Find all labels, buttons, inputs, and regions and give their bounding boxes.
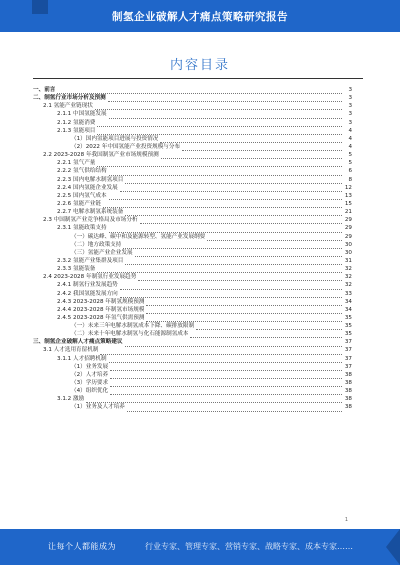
toc-entry-text: 2.4.1 制氢行业发展趋势 [57, 282, 118, 289]
toc-leader-dots [182, 143, 342, 151]
toc-entry-page: 29 [344, 233, 352, 240]
toc-leader-dots [135, 249, 342, 257]
toc-entry[interactable] [33, 143, 352, 151]
toc-leader-dots [110, 363, 342, 371]
toc-entry-text: 2.1.1 中国氢能发展 [57, 111, 107, 118]
toc-entry-text: 2.2.6 氢能产业链 [57, 200, 101, 207]
toc-entry-page: 5 [348, 160, 352, 167]
toc-entry-text: 3.1 人才选用育留机制 [43, 347, 99, 354]
toc-entry-page: 33 [344, 290, 352, 297]
toc-entry-text: 2.4 2023-2028 年制氢行业发展趋势 [43, 274, 137, 281]
toc-entry[interactable] [33, 94, 352, 102]
toc-entry[interactable] [33, 200, 352, 208]
footer-slogan: 让每个人都能成为 [48, 542, 116, 551]
toc-entry-page: 8 [348, 176, 352, 183]
toc-entry[interactable] [33, 281, 352, 289]
page-number: 1 [344, 517, 348, 523]
toc-entry[interactable] [33, 403, 352, 411]
toc-entry-text: （一）未来三年电解水制氢成本下降、碳排放限制 [71, 323, 195, 330]
toc-entry-page: 32 [344, 266, 352, 273]
toc-entry-text: （二）地方政策支持 [71, 241, 122, 248]
toc-entry-text: （2）2022 年中国氢能产业投资规模与分布 [71, 143, 181, 150]
toc-leader-dots [120, 290, 342, 298]
toc-leader-dots [146, 314, 342, 322]
toc-entry[interactable] [33, 265, 352, 273]
toc-entry[interactable] [33, 273, 352, 281]
toc-entry-page: 15 [344, 200, 352, 207]
toc-leader-dots [160, 135, 342, 143]
toc-entry-page: 3 [348, 103, 352, 110]
toc-entry[interactable] [33, 371, 352, 379]
toc-entry[interactable] [33, 241, 352, 249]
toc-entry[interactable] [33, 167, 352, 175]
toc-entry-text: 一、前言 [33, 86, 56, 93]
toc-entry-text: 2.1.2 氢能消费 [57, 119, 96, 126]
toc-leader-dots [125, 208, 342, 216]
toc-entry-page: 35 [344, 314, 352, 321]
toc-leader-dots [196, 322, 342, 330]
toc-entry-text: 3.1.1 人才招聘机制 [57, 355, 107, 362]
toc-entry[interactable] [33, 86, 352, 94]
toc-entry-text: 2.1 氢能产业链现状 [43, 103, 93, 110]
toc-entry-text: 2.4.2 我国氢能发展方向 [57, 290, 118, 297]
toc-entry-page: 3 [348, 95, 352, 102]
toc-leader-dots [120, 184, 342, 192]
toc-leader-dots [100, 347, 342, 355]
toc-entry[interactable] [33, 176, 352, 184]
toc-leader-dots [109, 355, 342, 363]
toc-entry-page: 35 [344, 331, 352, 338]
toc-entry-text: 2.2.7 电解水制氢系统装备 [57, 209, 124, 216]
toc-entry[interactable] [33, 395, 352, 403]
toc-entry-text: 2.3 中国制氢产业竞争格局及市场分析 [43, 217, 138, 224]
toc-leader-dots [97, 265, 342, 273]
toc-entry[interactable] [33, 102, 352, 110]
toc-entry[interactable] [33, 249, 352, 257]
toc-entry[interactable] [33, 216, 352, 224]
table-of-contents [33, 86, 352, 412]
toc-leader-dots [125, 176, 342, 184]
toc-entry[interactable] [33, 338, 352, 346]
toc-leader-dots [138, 273, 342, 281]
toc-entry-page: 37 [344, 355, 352, 362]
toc-leader-dots [125, 339, 342, 347]
toc-entry-page: 38 [344, 388, 352, 395]
toc-leader-dots [110, 379, 342, 387]
toc-entry-page: 4 [348, 135, 352, 142]
footer-expert-list: 行业专家、管理专家、营销专家、战略专家、成本专家…… [145, 542, 353, 551]
toc-leader-dots [57, 86, 342, 94]
toc-leader-dots [103, 200, 342, 208]
toc-entry-text: 2.2.5 国内氢气成本 [57, 192, 107, 199]
toc-entry-page: 4 [348, 143, 352, 150]
toc-entry[interactable] [33, 290, 352, 298]
toc-entry-text: 2.2.3 国内电解水制氢项目 [57, 176, 124, 183]
toc-entry[interactable] [33, 322, 352, 330]
toc-entry[interactable] [33, 347, 352, 355]
toc-entry-text: 2.1.3 氢能项目 [57, 127, 96, 134]
toc-entry-page: 38 [344, 404, 352, 411]
toc-leader-dots [110, 387, 342, 395]
toc-entry-text: 3.1.2 激励 [57, 396, 85, 403]
toc-entry-page: 3 [348, 86, 352, 93]
toc-entry-text: （4）组织优化 [71, 388, 109, 395]
toc-entry-page: 32 [344, 274, 352, 281]
toc-entry-page: 12 [344, 184, 352, 191]
page-footer [0, 529, 400, 565]
toc-entry-page: 34 [344, 298, 352, 305]
toc-leader-dots [86, 395, 342, 403]
toc-entry[interactable] [33, 355, 352, 363]
toc-entry-page: 32 [344, 282, 352, 289]
toc-leader-dots [109, 192, 342, 200]
toc-entry-text: （2）人才培养 [71, 371, 109, 378]
toc-entry-page: 38 [344, 396, 352, 403]
toc-entry-text: 2.2 2023-2028 年我国制氢产业市场规模预测 [43, 152, 159, 159]
toc-entry-text: （二）未来十年电解水制氢与化石能源制氢成本 [71, 331, 189, 338]
toc-leader-dots [95, 102, 342, 110]
toc-leader-dots [190, 330, 342, 338]
toc-entry[interactable] [33, 387, 352, 395]
toc-entry[interactable] [33, 151, 352, 159]
toc-entry-page: 37 [344, 347, 352, 354]
toc-leader-dots [146, 306, 342, 314]
toc-leader-dots [109, 111, 342, 119]
toc-leader-dots [120, 282, 342, 290]
toc-entry[interactable] [33, 192, 352, 200]
toc-leader-dots [146, 298, 342, 306]
toc-entry-page: 13 [344, 192, 352, 199]
toc-entry-page: 38 [344, 371, 352, 378]
toc-leader-dots [108, 94, 342, 102]
toc-entry-page: 4 [348, 127, 352, 134]
toc-leader-dots [97, 119, 342, 127]
toc-entry[interactable] [33, 363, 352, 371]
toc-leader-dots [140, 216, 342, 224]
toc-leader-dots [109, 168, 342, 176]
toc-entry-text: 2.4.4 2023-2028 年制氢市场规模 [57, 306, 145, 313]
toc-entry-page: 5 [348, 152, 352, 159]
toc-entry[interactable] [33, 135, 352, 143]
toc-entry-text: 2.3.1 氢能政策支持 [57, 225, 107, 232]
toc-entry-text: （3）学历要求 [71, 380, 109, 387]
toc-entry[interactable] [33, 257, 352, 265]
toc-entry-text: 2.3.3 氢能装备 [57, 266, 96, 273]
toc-entry[interactable] [33, 330, 352, 338]
toc-entry[interactable] [33, 224, 352, 232]
toc-entry-text: 三、制氢企业破解人才痛点策略建议 [33, 339, 123, 346]
title-divider [33, 78, 363, 79]
toc-entry-text: （1）业务发展 [71, 363, 109, 370]
toc-entry-text: （1）国内氢能项目进展与投资情况 [71, 135, 159, 142]
toc-title: 内容目录 [169, 58, 230, 73]
toc-leader-dots [125, 257, 342, 265]
toc-leader-dots [123, 241, 342, 249]
toc-entry-page: 3 [348, 111, 352, 118]
toc-entry-page: 29 [344, 225, 352, 232]
toc-entry[interactable] [33, 306, 352, 314]
toc-leader-dots [97, 127, 342, 135]
toc-entry-text: 二、制氢行业市场分析及预测 [33, 95, 106, 102]
toc-entry[interactable] [33, 184, 352, 192]
toc-entry[interactable] [33, 298, 352, 306]
toc-entry-page: 34 [344, 306, 352, 313]
toc-entry-page: 31 [344, 257, 352, 264]
toc-leader-dots [207, 233, 342, 241]
toc-entry-text: （一）碳达峰、碳中和及能源转型、氢能产业发展纲要 [71, 233, 206, 240]
toc-entry-text: 2.4.5 2023-2028 年氢气供需预测 [57, 314, 145, 321]
toc-entry[interactable] [33, 379, 352, 387]
toc-entry[interactable] [33, 208, 352, 216]
toc-entry-page: 37 [344, 339, 352, 346]
toc-leader-dots [97, 159, 342, 167]
toc-entry-text: 2.2.4 国内氢能企业发展 [57, 184, 118, 191]
toc-entry-text: （三）氢能产业企业发展 [71, 249, 133, 256]
toc-entry-page: 29 [344, 217, 352, 224]
toc-entry-text: 2.2.1 氢气产量 [57, 160, 96, 167]
toc-entry[interactable] [33, 314, 352, 322]
toc-entry-text: （1）业务及人才培养 [71, 404, 125, 411]
toc-entry-page: 6 [348, 168, 352, 175]
toc-entry-text: 2.4.3 2023-2028 年制氢规模预测 [57, 298, 145, 305]
toc-entry-text: 2.3.2 氢能产业集群及项目 [57, 257, 124, 264]
toc-entry[interactable] [33, 119, 352, 127]
toc-entry-page: 38 [344, 380, 352, 387]
toc-entry-page: 21 [344, 209, 352, 216]
toc-leader-dots [161, 151, 342, 159]
toc-entry[interactable] [33, 110, 352, 118]
toc-entry-page: 35 [344, 323, 352, 330]
toc-entry[interactable] [33, 233, 352, 241]
toc-entry-page: 37 [344, 363, 352, 370]
toc-leader-dots [127, 404, 342, 412]
toc-leader-dots [109, 225, 342, 233]
toc-entry[interactable] [33, 127, 352, 135]
report-title: 制氢企业破解人才痛点策略研究报告 [112, 11, 288, 23]
toc-entry-page: 30 [344, 249, 352, 256]
toc-leader-dots [110, 371, 342, 379]
toc-entry-page: 3 [348, 119, 352, 126]
footer-chevron-decoration [386, 529, 400, 565]
toc-entry[interactable] [33, 159, 352, 167]
page-header [0, 0, 400, 32]
toc-entry-page: 30 [344, 241, 352, 248]
toc-entry-text: 2.2.2 氢气供给结构 [57, 168, 107, 175]
